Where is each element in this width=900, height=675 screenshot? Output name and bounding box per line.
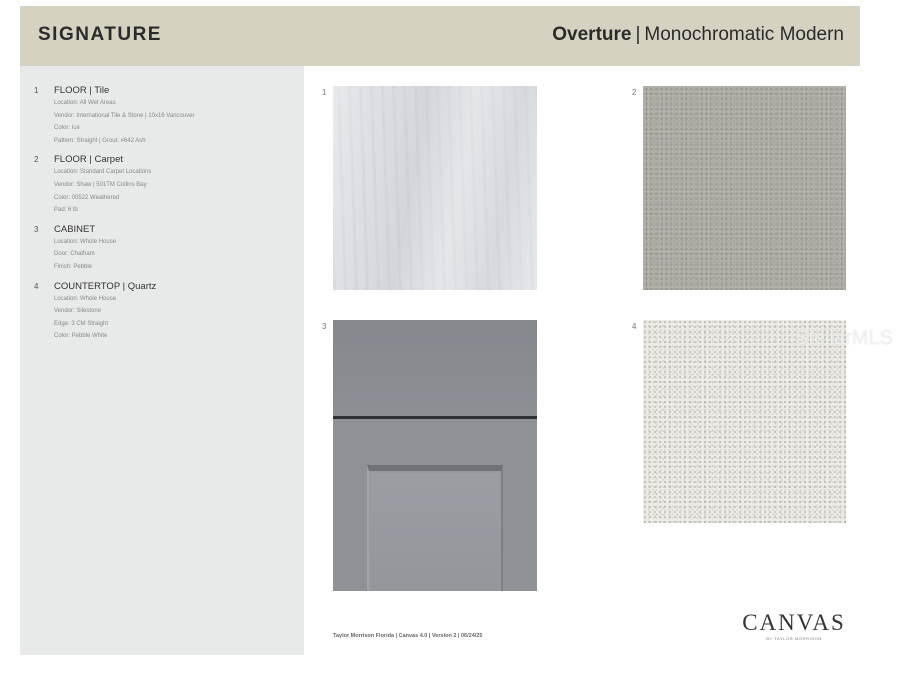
- spec-detail: Color: 00522 Weathered: [54, 194, 120, 201]
- spec-detail: Vendor: Shaw | 501TM Collins Bay: [54, 181, 147, 188]
- spec-item-floor-tile: [34, 84, 296, 147]
- spec-detail: Edge: 3 CM Straight: [54, 320, 109, 327]
- cabinet-swatch-image: [333, 320, 537, 591]
- spec-detail: Location: Whole House: [54, 295, 117, 302]
- spec-detail: Color: Ice: [54, 125, 80, 132]
- cabinet-panel-inner: [371, 473, 499, 591]
- sample-number: 4: [632, 322, 637, 331]
- spec-detail: Door: Chatham: [54, 251, 95, 258]
- mls-watermark: StellarMLS: [795, 327, 893, 349]
- spec-list: [34, 84, 296, 349]
- logo-wordmark: CANVAS: [742, 610, 846, 635]
- spec-detail: Pad: 6 lb: [54, 207, 78, 214]
- footer-text: Taylor Morrison Florida | Canvas 4.0 | Version 2 | 06/24/25: [333, 633, 483, 639]
- collection-style: Monochromatic Modern: [644, 24, 844, 45]
- sample-number: 1: [322, 88, 327, 97]
- spec-item-cabinet: [34, 223, 296, 274]
- spec-number: 4: [34, 281, 39, 291]
- spec-title: COUNTERTOP | Quartz: [54, 280, 157, 292]
- cabinet-door-panel: [367, 465, 503, 591]
- spec-detail: Pattern: Straight | Grout: #642 Ash: [54, 137, 146, 144]
- spec-sidebar: [20, 66, 304, 655]
- spec-number: 2: [34, 155, 39, 165]
- spec-title: FLOOR | Carpet: [54, 154, 123, 166]
- spec-number: 1: [34, 86, 39, 95]
- spec-detail: Location: Standard Carpet Locations: [54, 169, 152, 176]
- spec-item-countertop: [34, 280, 296, 343]
- carpet-swatch-image: [643, 86, 846, 290]
- sample-number: 3: [322, 322, 327, 331]
- collection-title: [552, 24, 844, 46]
- spec-title: CABINET: [54, 223, 96, 235]
- spec-detail: Location: Whole House: [54, 238, 117, 245]
- brand-title: SIGNATURE: [38, 24, 162, 45]
- spec-number: 3: [34, 224, 39, 234]
- cabinet-rail: [333, 320, 537, 416]
- sample-number: 2: [632, 88, 637, 97]
- logo-subtitle: BY TAYLOR MORRISON: [766, 636, 822, 641]
- countertop-swatch-image: [643, 320, 846, 523]
- spec-detail: Location: All Wet Areas: [54, 100, 116, 106]
- spec-detail: Vendor: International Tile & Stone | 10x16 Vancouver: [54, 112, 195, 119]
- title-separator: |: [635, 24, 641, 45]
- canvas-logo: [738, 610, 850, 644]
- spec-detail: Finish: Pebble: [54, 263, 93, 270]
- cabinet-groove: [333, 416, 537, 419]
- spec-item-floor-carpet: [34, 153, 296, 216]
- spec-detail: Vendor: Silestone: [54, 308, 102, 315]
- collection-name: Overture: [552, 24, 632, 45]
- spec-title: FLOOR | Tile: [54, 85, 110, 96]
- header-bar: [20, 6, 860, 66]
- spec-detail: Color: Pebble White: [54, 333, 108, 340]
- tile-swatch-image: [333, 86, 537, 290]
